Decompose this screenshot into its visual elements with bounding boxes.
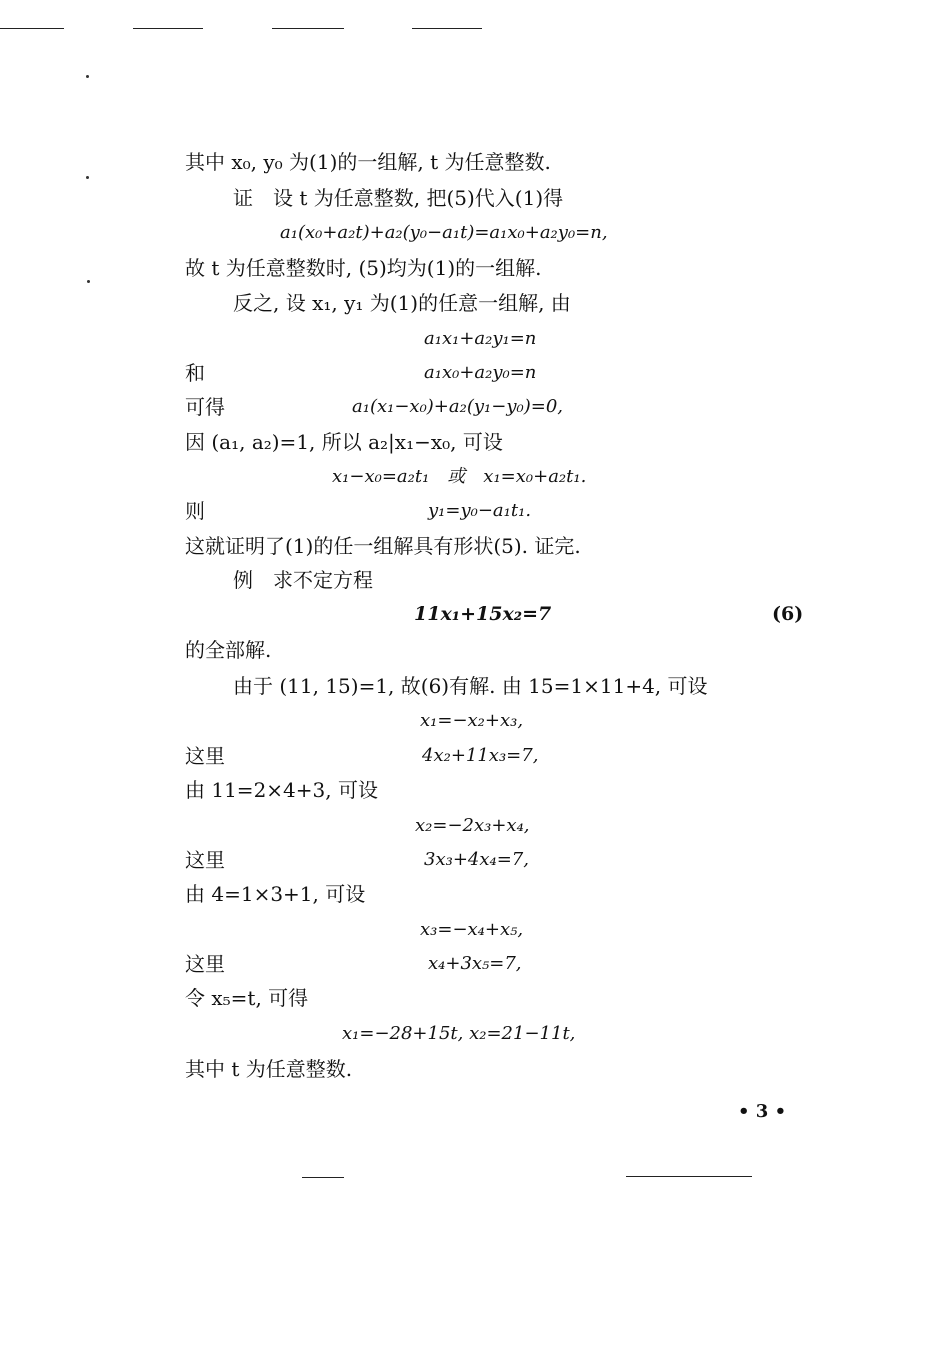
text-line: 由 4=1×3+1, 可设 xyxy=(185,882,366,906)
page-number: • 3 • xyxy=(738,1101,787,1122)
text-line: 可得 xyxy=(185,395,225,419)
equation: a₁(x₁−x₀)+a₂(y₁−y₀)=0, xyxy=(352,396,563,417)
text-line: 例 求不定方程 xyxy=(233,568,373,592)
text-line: 其中 x₀, y₀ 为(1)的一组解, t 为任意整数. xyxy=(185,150,551,174)
equation: a₁(x₀+a₂t)+a₂(y₀−a₁t)=a₁x₀+a₂y₀=n, xyxy=(280,222,608,243)
equation: a₁x₁+a₂y₁=n xyxy=(424,328,537,349)
text-line: 这里 xyxy=(185,952,225,976)
equation: x₁=−28+15t, x₂=21−11t, xyxy=(342,1023,576,1044)
equation: x₁−x₀=a₂t₁ 或 x₁=x₀+a₂t₁. xyxy=(332,466,587,487)
text-line: 令 x₅=t, 可得 xyxy=(185,986,309,1010)
text-line: 因 (a₁, a₂)=1, 所以 a₂|x₁−x₀, 可设 xyxy=(185,430,503,454)
equation: 4x₂+11x₃=7, xyxy=(422,745,539,766)
equation: x₃=−x₄+x₅, xyxy=(420,919,524,940)
text-line: 证 设 t 为任意整数, 把(5)代入(1)得 xyxy=(233,186,564,210)
text-line: 故 t 为任意整数时, (5)均为(1)的一组解. xyxy=(185,256,542,280)
text-line: 由于 (11, 15)=1, 故(6)有解. 由 15=1×11+4, 可设 xyxy=(233,674,708,698)
text-line: 由 11=2×4+3, 可设 xyxy=(185,778,378,802)
text-line: 反之, 设 x₁, y₁ 为(1)的任意一组解, 由 xyxy=(233,291,571,315)
equation: x₂=−2x₃+x₄, xyxy=(415,815,530,836)
top-rule-2 xyxy=(133,28,203,29)
equation: a₁x₀+a₂y₀=n xyxy=(424,362,537,383)
equation: x₁=−x₂+x₃, xyxy=(420,710,524,731)
equation: 3x₃+4x₄=7, xyxy=(424,849,529,870)
equation: y₁=y₀−a₁t₁. xyxy=(428,500,532,521)
scan-speck xyxy=(86,75,89,78)
scan-speck xyxy=(86,176,89,179)
text-line: 这就证明了(1)的任一组解具有形状(5). 证完. xyxy=(185,534,581,558)
scan-speck xyxy=(87,280,90,283)
text-line: 这里 xyxy=(185,848,225,872)
text-line: 这里 xyxy=(185,744,225,768)
equation: x₄+3x₅=7, xyxy=(428,953,522,974)
bottom-rule-1 xyxy=(302,1177,344,1178)
top-rule-3 xyxy=(272,28,344,29)
text-line: 其中 t 为任意整数. xyxy=(185,1057,353,1081)
text-line: 和 xyxy=(185,361,205,385)
equation: 11x₁+15x₂=7 xyxy=(414,603,552,625)
text-line: 则 xyxy=(185,499,205,523)
top-rule-1 xyxy=(0,28,64,29)
equation-number: (6) xyxy=(772,603,804,625)
bottom-rule-2 xyxy=(626,1176,752,1177)
text-line: 的全部解. xyxy=(185,638,272,662)
top-rule-4 xyxy=(412,28,482,29)
